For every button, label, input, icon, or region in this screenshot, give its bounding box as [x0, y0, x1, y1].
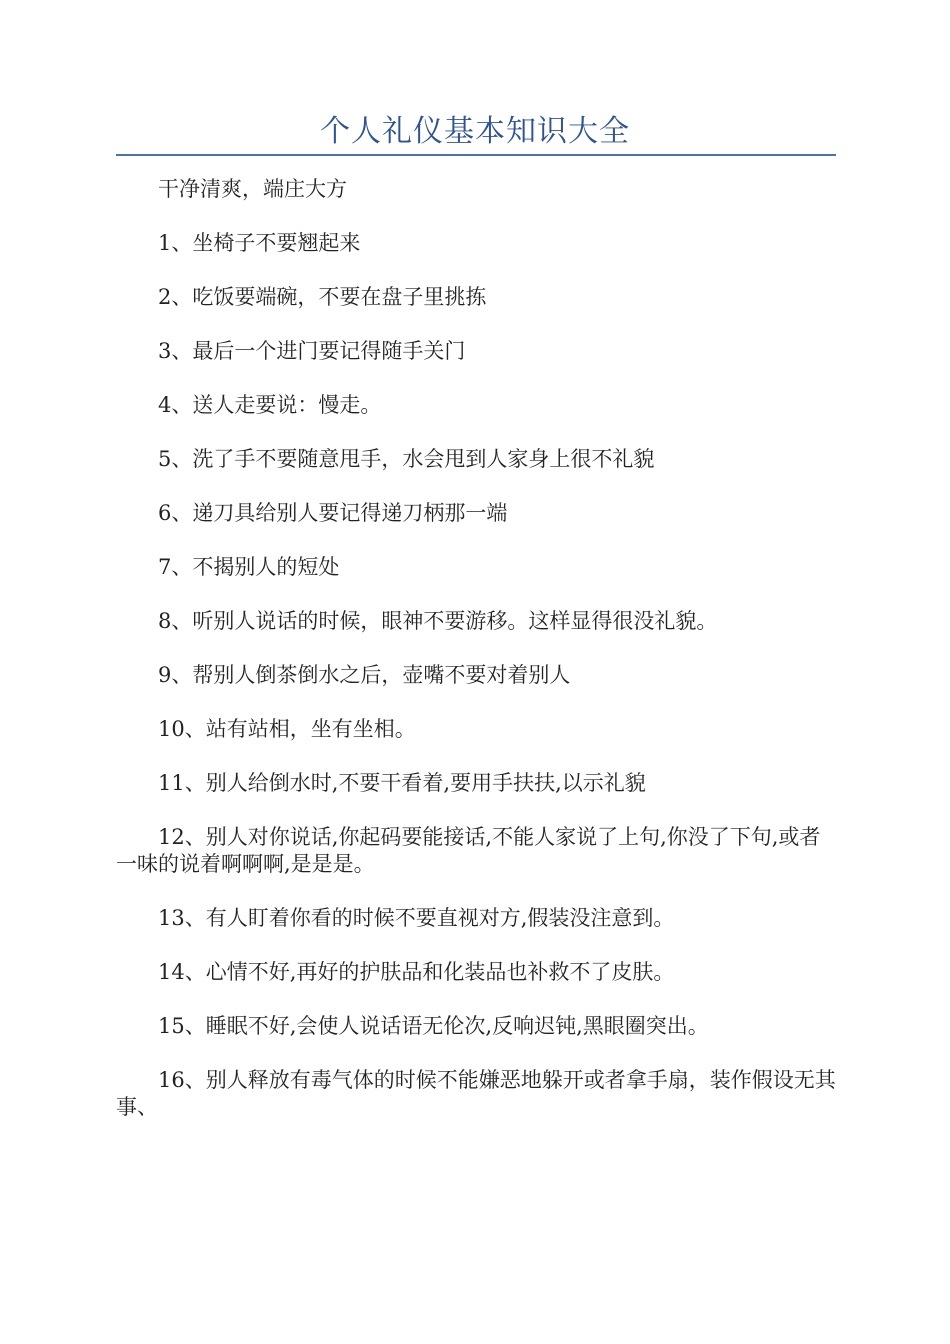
- paragraph: 14、心情不好,再好的护肤品和化装品也补救不了皮肤。: [158, 960, 675, 984]
- paragraph: 16、别人释放有毒气体的时候不能嫌恶地躲开或者拿手扇，装作假设无其事、: [116, 1068, 836, 1119]
- document-body: [116, 176, 836, 1148]
- paragraph: 10、站有站相，坐有坐相。: [158, 717, 416, 741]
- paragraph: 5、洗了手不要随意甩手，水会甩到人家身上很不礼貌: [158, 447, 655, 471]
- paragraph: 7、不揭别人的短处: [158, 555, 340, 579]
- paragraph: 2、吃饭要端碗，不要在盘子里挑拣: [158, 285, 487, 309]
- paragraph: 4、送人走要说：慢走。: [158, 393, 382, 417]
- paragraph: 11、别人给倒水时,不要干看着,要用手扶扶,以示礼貌: [158, 771, 646, 795]
- paragraph: 13、有人盯着你看的时候不要直视对方,假装没注意到。: [158, 906, 675, 930]
- title-underline: [116, 154, 836, 156]
- paragraph: 9、帮别人倒茶倒水之后，壶嘴不要对着别人: [158, 663, 571, 687]
- page-title: 个人礼仪基本知识大全: [320, 114, 630, 149]
- paragraph: 1、坐椅子不要翘起来: [158, 231, 361, 255]
- paragraph: 8、听别人说话的时候，眼神不要游移。这样显得很没礼貌。: [158, 609, 718, 633]
- paragraph: 3、最后一个进门要记得随手关门: [158, 339, 466, 363]
- paragraph: 干净清爽，端庄大方: [158, 177, 347, 201]
- paragraph: 6、递刀具给别人要记得递刀柄那一端: [158, 501, 508, 525]
- paragraph: 12、别人对你说话,你起码要能接话,不能人家说了上句,你没了下句,或者一味的说着啊啊啊,是是是。: [116, 825, 821, 876]
- paragraph: 15、睡眠不好,会使人说话语无伦次,反响迟钝,黑眼圈突出。: [158, 1014, 709, 1038]
